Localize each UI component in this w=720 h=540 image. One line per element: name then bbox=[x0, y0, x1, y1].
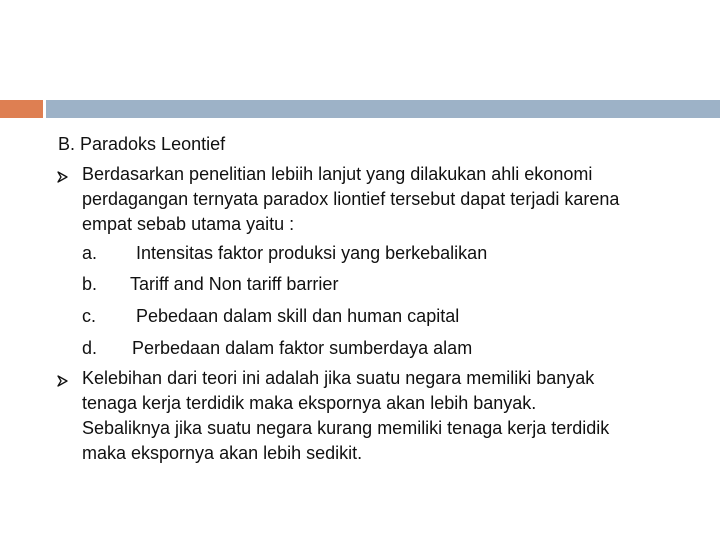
subitem-marker-a: a. bbox=[82, 243, 98, 263]
bullet-2-line-2: tenaga kerja terdidik maka ekspornya akan lebih banyak. bbox=[82, 393, 537, 413]
slide-heading: B. Paradoks Leontief bbox=[58, 134, 226, 154]
header-main-block bbox=[46, 100, 720, 118]
subitem-text-c: Pebedaan dalam skill dan human capital bbox=[136, 306, 460, 326]
arrowhead-bullet-icon bbox=[57, 375, 69, 387]
bullet-1-line-2: perdagangan ternyata paradox liontief tersebut dapat terjadi karena bbox=[82, 189, 620, 209]
bullet-1-line-1: Berdasarkan penelitian lebiih lanjut yang dilakukan ahli ekonomi bbox=[82, 164, 593, 184]
bullet-1-line-3: empat sebab utama yaitu : bbox=[82, 214, 295, 234]
bullet-2-line-1: Kelebihan dari teori ini adalah jika suatu negara memiliki banyak bbox=[82, 368, 595, 388]
bullet-2-text bbox=[82, 366, 682, 466]
subitem-text-b: Tariff and Non tariff barrier bbox=[130, 274, 339, 294]
header-bar bbox=[0, 100, 720, 118]
subitem-marker-d: d. bbox=[82, 338, 98, 358]
bullet-2-line-3: Sebaliknya jika suatu negara kurang memiliki tenaga kerja terdidik bbox=[82, 418, 610, 438]
subitem-marker-b: b. bbox=[82, 274, 98, 294]
header-accent-block bbox=[0, 100, 43, 118]
subitem-text-d: Perbedaan dalam faktor sumberdaya alam bbox=[132, 338, 473, 358]
bullet-2-line-4: maka ekspornya akan lebih sedikit. bbox=[82, 443, 363, 463]
subitem-marker-c: c. bbox=[82, 306, 97, 326]
arrowhead-bullet-icon bbox=[57, 171, 69, 183]
subitem-text-a: Intensitas faktor produksi yang berkebalikan bbox=[136, 243, 488, 263]
bullet-1-text bbox=[82, 162, 682, 237]
